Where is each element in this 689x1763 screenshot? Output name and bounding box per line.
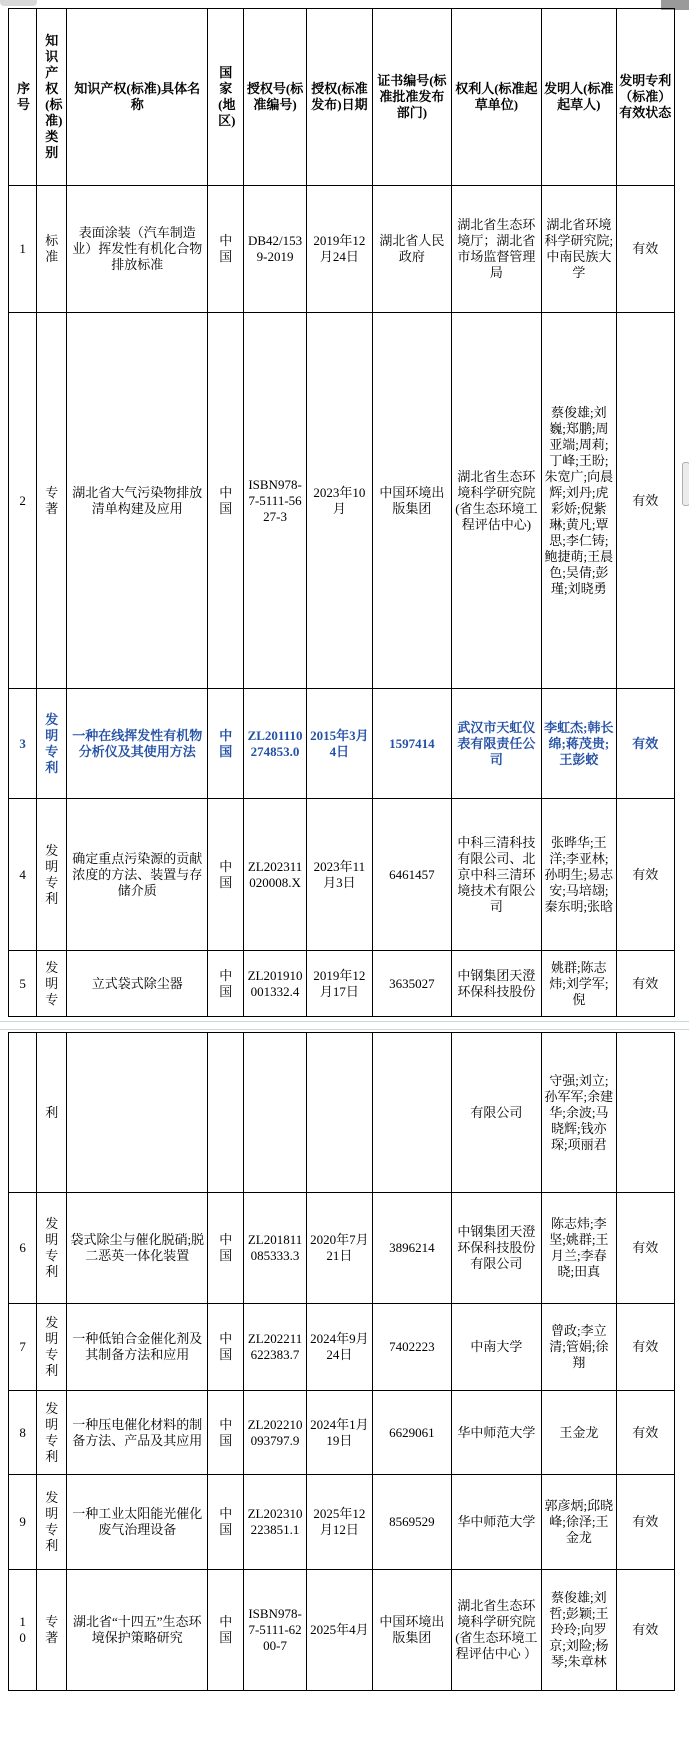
table-cell (208, 1033, 244, 1193)
table-cell: 姚群;陈志炜;刘学军;倪 (542, 951, 616, 1017)
table-cell: 中国环境出版集团 (373, 1570, 451, 1691)
table-cell: 中南大学 (451, 1304, 542, 1391)
table-cell: 有效 (616, 1193, 674, 1304)
table-cell: 蔡俊雄;刘巍;郑鹏;周亚端;周莉;丁峰;王盼;朱宽广;向晨辉;刘丹;虎彩娇;倪紫琳;黄凡;覃思;李仁铸;鲍捷萌;王晨色;吴倩;彭瑾;刘晓勇 (542, 313, 616, 689)
table-cell: 6 (9, 1193, 37, 1304)
table-cell: 2019年12月24日 (306, 186, 372, 313)
vertical-scrollbar-thumb[interactable] (682, 462, 689, 506)
table-cell: 2025年12月12日 (306, 1475, 372, 1570)
table-row (9, 1475, 675, 1570)
table-cell: 有效 (616, 313, 674, 689)
table-cell: 有效 (616, 1475, 674, 1570)
table-cell: 8 (9, 1391, 37, 1475)
table-cell: ZL201910001332.4 (244, 951, 306, 1017)
table-cell: 中国 (208, 689, 244, 799)
table-cell: 发明专 (37, 951, 67, 1017)
table-cell: 一种压电催化材料的制备方法、产品及其应用 (67, 1391, 208, 1475)
table-cell: 中国 (208, 951, 244, 1017)
table-cell: 7 (9, 1304, 37, 1391)
table-cell: 湖北省环境科学研究院;中南民族大学 (542, 186, 616, 313)
table-cell: 10 (9, 1570, 37, 1691)
table-row (9, 799, 675, 951)
table-cell: 2015年3月4日 (306, 689, 372, 799)
table-cell: 中国 (208, 1193, 244, 1304)
table-cell: 有效 (616, 689, 674, 799)
table-cell: 专著 (37, 1570, 67, 1691)
table-cell (373, 1033, 451, 1193)
table-cell: 7402223 (373, 1304, 451, 1391)
table-cell: ISBN978-7-5111-5627-3 (244, 313, 306, 689)
table-cell: 华中师范大学 (451, 1391, 542, 1475)
header-cell-country: 国家(地区) (208, 9, 244, 186)
table-row (9, 951, 675, 1017)
table-cell: 湖北省生态环境科学研究院(省生态环境工程评估中心) (451, 313, 542, 689)
table-cell: 湖北省“十四五”生态环境保护策略研究 (67, 1570, 208, 1691)
table-cell (306, 1033, 372, 1193)
table-cell: 专著 (37, 313, 67, 689)
table-cell: 中钢集团天澄环保科技股份 (451, 951, 542, 1017)
table-cell: 4 (9, 799, 37, 951)
table-cell: 一种工业太阳能光催化废气治理设备 (67, 1475, 208, 1570)
table-cell: 立式袋式除尘器 (67, 951, 208, 1017)
table-cell: 发明专利 (37, 689, 67, 799)
table-cell: 武汉市天虹仪表有限责任公司 (451, 689, 542, 799)
table-cell: 9 (9, 1475, 37, 1570)
table-cell: 5 (9, 951, 37, 1017)
table-row (9, 1193, 675, 1304)
table-cell: 3 (9, 689, 37, 799)
table-cell: 一种在线挥发性有机物分析仪及其使用方法 (67, 689, 208, 799)
table-header-row (9, 9, 675, 186)
table-cell: ZL202210093797.9 (244, 1391, 306, 1475)
table-cell: 发明专利 (37, 1193, 67, 1304)
table-cell: 2025年4月 (306, 1570, 372, 1691)
table-cell: 有效 (616, 186, 674, 313)
page-gap-line (0, 1021, 689, 1022)
horizontal-scrollbar-fragment (0, 0, 37, 6)
table-cell: ISBN978-7-5111-6200-7 (244, 1570, 306, 1691)
table-cell: 6461457 (373, 799, 451, 951)
table-cell: 湖北省生态环境厅；湖北省市场监督管理局 (451, 186, 542, 313)
header-cell-number: 授权号(标准编号) (244, 9, 306, 186)
table-cell: 确定重点污染源的贡献浓度的方法、装置与存储介质 (67, 799, 208, 951)
table-cell: 张晔华;王洋;李亚林;孙明生;易志安;马培翃;秦东明;张晗 (542, 799, 616, 951)
table-cell: 发明专利 (37, 799, 67, 951)
table-cell: 有效 (616, 951, 674, 1017)
ip-table-page-1 (8, 8, 675, 1017)
table-cell: ZL201811085333.3 (244, 1193, 306, 1304)
table-row (9, 1391, 675, 1475)
table-cell: ZL201110274853.0 (244, 689, 306, 799)
header-cell-no: 序号 (9, 9, 37, 186)
table-cell: 有效 (616, 799, 674, 951)
table-cell: 6629061 (373, 1391, 451, 1475)
table-cell: 中国 (208, 313, 244, 689)
table-cell: 2023年10月 (306, 313, 372, 689)
table-cell: 湖北省大气污染物排放清单构建及应用 (67, 313, 208, 689)
table-cell: 有效 (616, 1304, 674, 1391)
table-row (9, 1033, 675, 1193)
table-cell: 2 (9, 313, 37, 689)
table-cell: 有效 (616, 1570, 674, 1691)
header-cell-cert: 证书编号(标准批准发布部门) (373, 9, 451, 186)
table-cell: 中国 (208, 1304, 244, 1391)
table-cell: 2024年9月24日 (306, 1304, 372, 1391)
table-cell: 陈志炜;李坚;姚群;王月兰;李春晓;田真 (542, 1193, 616, 1304)
header-cell-status: 发明专利（标准）有效状态 (616, 9, 674, 186)
table-row (9, 186, 675, 313)
table-cell (9, 1033, 37, 1193)
table-cell: 中国 (208, 1475, 244, 1570)
table-cell: 中国 (208, 1570, 244, 1691)
table-cell: 2023年11月3日 (306, 799, 372, 951)
header-cell-category: 知识产权(标准)类别 (37, 9, 67, 186)
table-cell: 湖北省生态环境科学研究院(省生态环境工程评估中心 ） (451, 1570, 542, 1691)
table-cell: 王金龙 (542, 1391, 616, 1475)
table-cell: 中钢集团天澄环保科技股份有限公司 (451, 1193, 542, 1304)
table-cell: ZL202310223851.1 (244, 1475, 306, 1570)
table-cell: 有限公司 (451, 1033, 542, 1193)
table-cell: 表面涂装（汽车制造业）挥发性有机化合物排放标准 (67, 186, 208, 313)
table-cell: 发明专利 (37, 1304, 67, 1391)
table-cell: 8569529 (373, 1475, 451, 1570)
header-cell-owner: 权利人(标准起草单位) (451, 9, 542, 186)
table-cell: 湖北省人民政府 (373, 186, 451, 313)
table-cell: 华中师范大学 (451, 1475, 542, 1570)
table-cell: ZL202211622383.7 (244, 1304, 306, 1391)
table-row (9, 1304, 675, 1391)
table-cell: 中科三清科技有限公司、北京中科三清环境技术有限公司 (451, 799, 542, 951)
table-cell: 2019年12月17日 (306, 951, 372, 1017)
table-cell: 3635027 (373, 951, 451, 1017)
header-cell-name: 知识产权(标准)具体名称 (67, 9, 208, 186)
table-cell (616, 1033, 674, 1193)
table-cell: 中国 (208, 799, 244, 951)
header-cell-inventor: 发明人(标准起草人) (542, 9, 616, 186)
table-cell: 1597414 (373, 689, 451, 799)
table-cell: 曾政;李立清;管娟;徐翔 (542, 1304, 616, 1391)
table-row (9, 689, 675, 799)
table-cell: 3896214 (373, 1193, 451, 1304)
table-cell: 2024年1月19日 (306, 1391, 372, 1475)
table-cell: 2020年7月21日 (306, 1193, 372, 1304)
table-cell: 发明专利 (37, 1475, 67, 1570)
page-gap-line (0, 1029, 689, 1030)
table-cell: 守强;刘立;孙军军;余建华;余波;马晓辉;钱亦琛;项丽君 (542, 1033, 616, 1193)
table-cell: 发明专利 (37, 1391, 67, 1475)
header-cell-date: 授权(标准发布)日期 (306, 9, 372, 186)
table-cell (244, 1033, 306, 1193)
table-cell: 利 (37, 1033, 67, 1193)
table-cell: ZL202311020008.X (244, 799, 306, 951)
table-cell: 中国 (208, 1391, 244, 1475)
table-cell: 郭彦炳;邱晓峰;徐泽;王金龙 (542, 1475, 616, 1570)
table-cell: 蔡俊雄;刘哲;彭颖;王玲玲;向罗京;刘险;杨琴;朱章林 (542, 1570, 616, 1691)
table-cell (67, 1033, 208, 1193)
table-row (9, 313, 675, 689)
table-cell: 中国环境出版集团 (373, 313, 451, 689)
table-cell: 标准 (37, 186, 67, 313)
table-cell: 袋式除尘与催化脱硝;脱二恶英一体化装置 (67, 1193, 208, 1304)
table-cell: DB42/1539-2019 (244, 186, 306, 313)
table-cell: 有效 (616, 1391, 674, 1475)
table-cell: 李虹杰;韩长绵;蒋茂贵;王彭蛟 (542, 689, 616, 799)
table-cell: 1 (9, 186, 37, 313)
ip-table-page-2 (8, 1032, 675, 1691)
table-row (9, 1570, 675, 1691)
table-cell: 一种低铂合金催化剂及其制备方法和应用 (67, 1304, 208, 1391)
table-cell: 中国 (208, 186, 244, 313)
